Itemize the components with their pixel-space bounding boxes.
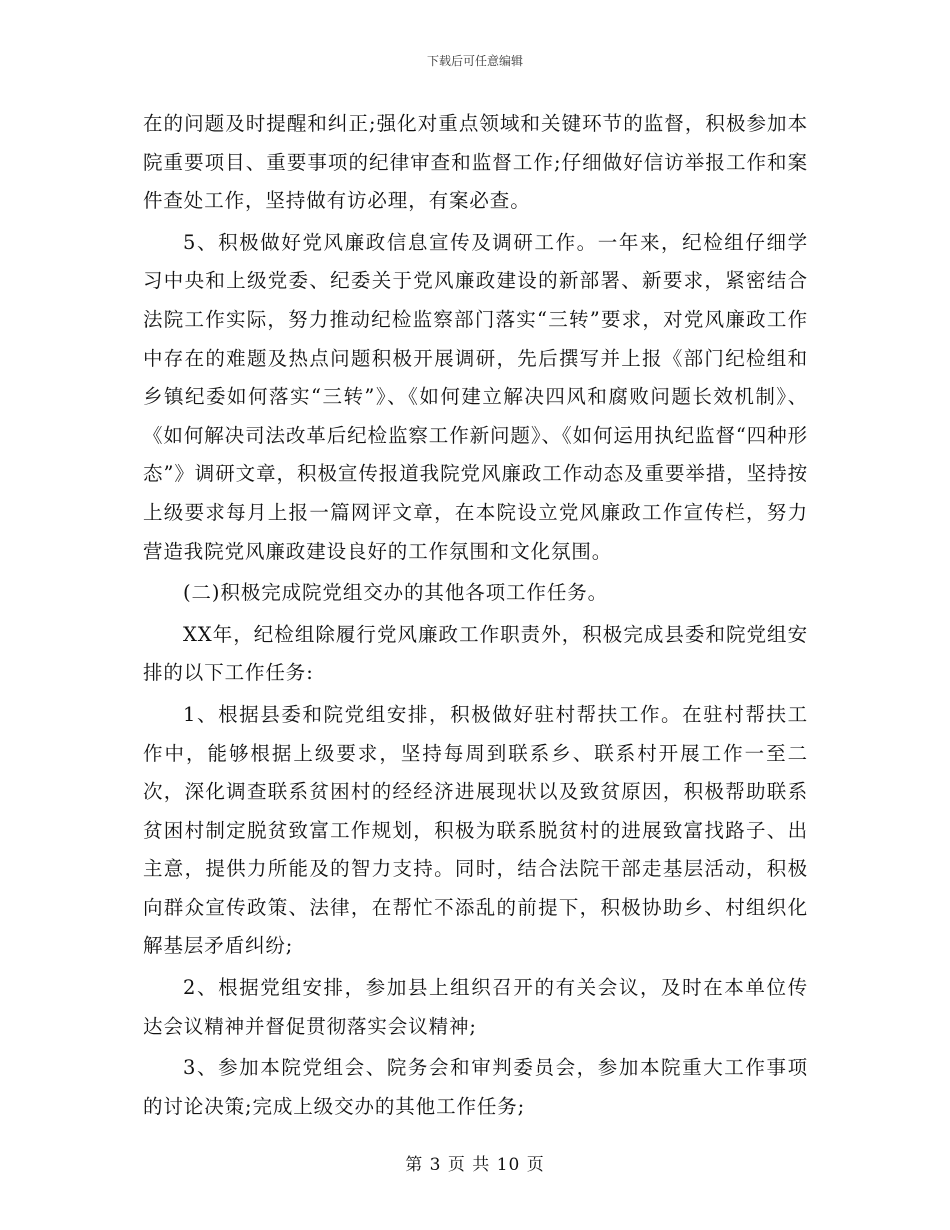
page-header-note: 下载后可任意编辑 xyxy=(426,54,523,68)
paragraph-7: 3、参加本院党组会、院务会和审判委员会，参加本院重大工作事项的讨论决策;完成上级交办的其他工作任务; xyxy=(143,1056,808,1118)
paragraph-1: 在的问题及时提醒和纠正;强化对重点领域和关键环节的监督，积极参加本院重要项目、重要事项的纪律审查和监督工作;仔细做好信访举报工作和案件查处工作，坚持做有访必理，有案必查。 xyxy=(143,112,808,213)
paragraph-3: (二)积极完成院党组交办的其他各项工作任务。 xyxy=(183,581,609,605)
paragraph-4: XX年，纪检组除履行党风廉政工作职责外，积极完成县委和院党组安排的以下工作任务: xyxy=(143,622,808,685)
paragraph-2: 5、积极做好党风廉政信息宣传及调研工作。一年来，纪检组仔细学习中央和上级党委、纪委关于党风廉政建设的新部署、新要求，紧密结合法院工作实际，努力推动纪检监察部门落实“三转”要求，对党风廉政工作中存在的难题及热点问题积极开展调研，先后撰写并上报《部门纪检组和乡镇纪委如何落实“三转”》、《如何建立解决四风和腐败问题长效机制》、《如何解决司法改革后纪检监察工作新问题》、《如何运用执纪监督“四种形态”》调研文章，积极宣传报道我院党风廉政工作动态及重要举措，坚持按上级要求每月上报一篇网评文章，在本院设立党风廉政工作宣传栏，努力营造我院党风廉政建设良好的工作氛围和文化氛围。 xyxy=(143,230,808,563)
paragraph-6: 2、根据党组安排，参加县上组织召开的有关会议，及时在本单位传达会议精神并督促贯彻落实会议精神; xyxy=(143,976,808,1038)
page-number: 第 3 页 共 10 页 xyxy=(405,1155,545,1175)
paragraph-5: 1、根据县委和院党组安排，积极做好驻村帮扶工作。在驻村帮扶工作中，能够根据上级要求，坚持每周到联系乡、联系村开展工作一至二次，深化调查联系贫困村的经经济进展现状以及致贫原因，积极帮助联系贫困村制定脱贫致富工作规划，积极为联系脱贫村的进展致富找路子、出主意，提供力所能及的智力支持。同时，结合法院干部走基层活动，积极向群众宣传政策、法律，在帮忙不添乱的前提下，积极协助乡、村组织化解基层矛盾纠纷; xyxy=(143,702,808,958)
document-body xyxy=(143,105,808,1129)
